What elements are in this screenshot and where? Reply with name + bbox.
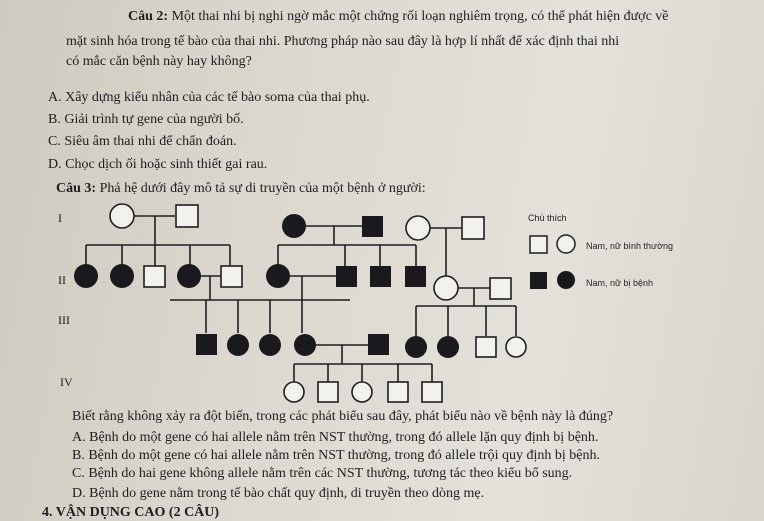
q2-line3: có mắc căn bệnh này hay không? — [66, 54, 252, 69]
gen3-male-normal — [476, 337, 496, 357]
q3-option-b: B. Bệnh do một gene có hai allele nằm trên NST thường, trong đó allele trội quy định bị bệnh. — [72, 448, 600, 463]
q2-option-b: B. Giải trình tự gene của người bố. — [48, 112, 244, 127]
q3-option-a: A. Bệnh do một gene có hai allele nằm trên NST thường, trong đó allele lặn quy định bị bệnh. — [72, 430, 599, 445]
q2-text-1: Một thai nhi bị nghi ngờ mắc một chứng rối loạn nghiêm trọng, có thể phát hiện được về — [168, 9, 669, 24]
gen3-female-normal — [506, 337, 526, 357]
gen3-female-affected — [227, 334, 249, 356]
gen2-female-normal — [434, 276, 458, 300]
gen1-male-normal — [176, 205, 198, 227]
legend-female-affected — [557, 271, 575, 289]
q3-label: Câu 3: — [56, 181, 97, 196]
gen1-female-normal — [406, 216, 430, 240]
q3-question: Biết rằng không xảy ra đột biến, trong các phát biểu sau đây, phát biểu nào về bệnh này là đúng? — [72, 409, 614, 424]
gen2-male-affected — [336, 266, 357, 287]
q2-option-d: D. Chọc dịch ối hoặc sinh thiết gai rau. — [48, 157, 268, 172]
gen2-female-affected — [110, 264, 134, 288]
gen2-female-affected — [74, 264, 98, 288]
gen1-male-normal — [462, 217, 484, 239]
q2-label: Câu 2: — [128, 9, 169, 24]
gen4-female-normal — [284, 382, 304, 402]
legend-normal-label: Nam, nữ bình thường — [586, 241, 673, 251]
gen3-female-affected — [294, 334, 316, 356]
legend-male-normal — [530, 236, 547, 253]
section-heading: 4. VẬN DỤNG CAO (2 CÂU) — [42, 505, 220, 520]
gen2-female-affected — [266, 264, 290, 288]
gen2-male-normal — [221, 266, 242, 287]
gen3-female-affected — [437, 336, 459, 358]
gen-label-3: III — [58, 313, 70, 327]
gen1-female-normal — [110, 204, 134, 228]
q3-option-d: D. Bệnh do gene nằm trong tế bào chất quy định, di truyền theo dòng mẹ. — [72, 486, 485, 501]
legend-affected-label: Nam, nữ bị bệnh — [586, 278, 654, 288]
legend-title: Chú thích — [528, 213, 567, 223]
gen2-male-normal — [144, 266, 165, 287]
gen-label-4: IV — [60, 375, 73, 389]
gen2-male-affected — [405, 266, 426, 287]
legend-male-affected — [530, 272, 547, 289]
gen4-male-normal — [318, 382, 338, 402]
gen4-male-normal — [388, 382, 408, 402]
gen3-female-affected — [259, 334, 281, 356]
gen2-female-affected — [177, 264, 201, 288]
gen1-female-affected — [282, 214, 306, 238]
gen3-male-affected — [196, 334, 217, 355]
q2-option-c: C. Siêu âm thai nhi để chẩn đoán. — [48, 134, 237, 149]
q3-option-c: C. Bệnh do hai gene không allele nằm trên các NST thường, tương tác theo kiểu bổ sung. — [72, 466, 573, 481]
gen4-male-normal — [422, 382, 442, 402]
q2-option-a: A. Xây dựng kiểu nhân của các tế bào soma của thai phụ. — [48, 90, 370, 105]
gen4-female-normal — [352, 382, 372, 402]
q2-line2: mặt sinh hóa trong tế bào của thai nhi. Phương pháp nào sau đây là hợp lí nhất để xác định thai nhi — [66, 34, 620, 49]
gen3-male-affected — [368, 334, 389, 355]
gen1-male-affected — [362, 216, 383, 237]
gen-label-1: I — [58, 211, 62, 225]
q3-intro-text: Phả hệ dưới đây mô tả sự di truyền của một bệnh ở người: — [96, 181, 426, 196]
legend-female-normal — [557, 235, 575, 253]
gen2-male-normal — [490, 278, 511, 299]
gen-label-2: II — [58, 273, 66, 287]
gen3-female-affected — [405, 336, 427, 358]
gen2-male-affected — [370, 266, 391, 287]
